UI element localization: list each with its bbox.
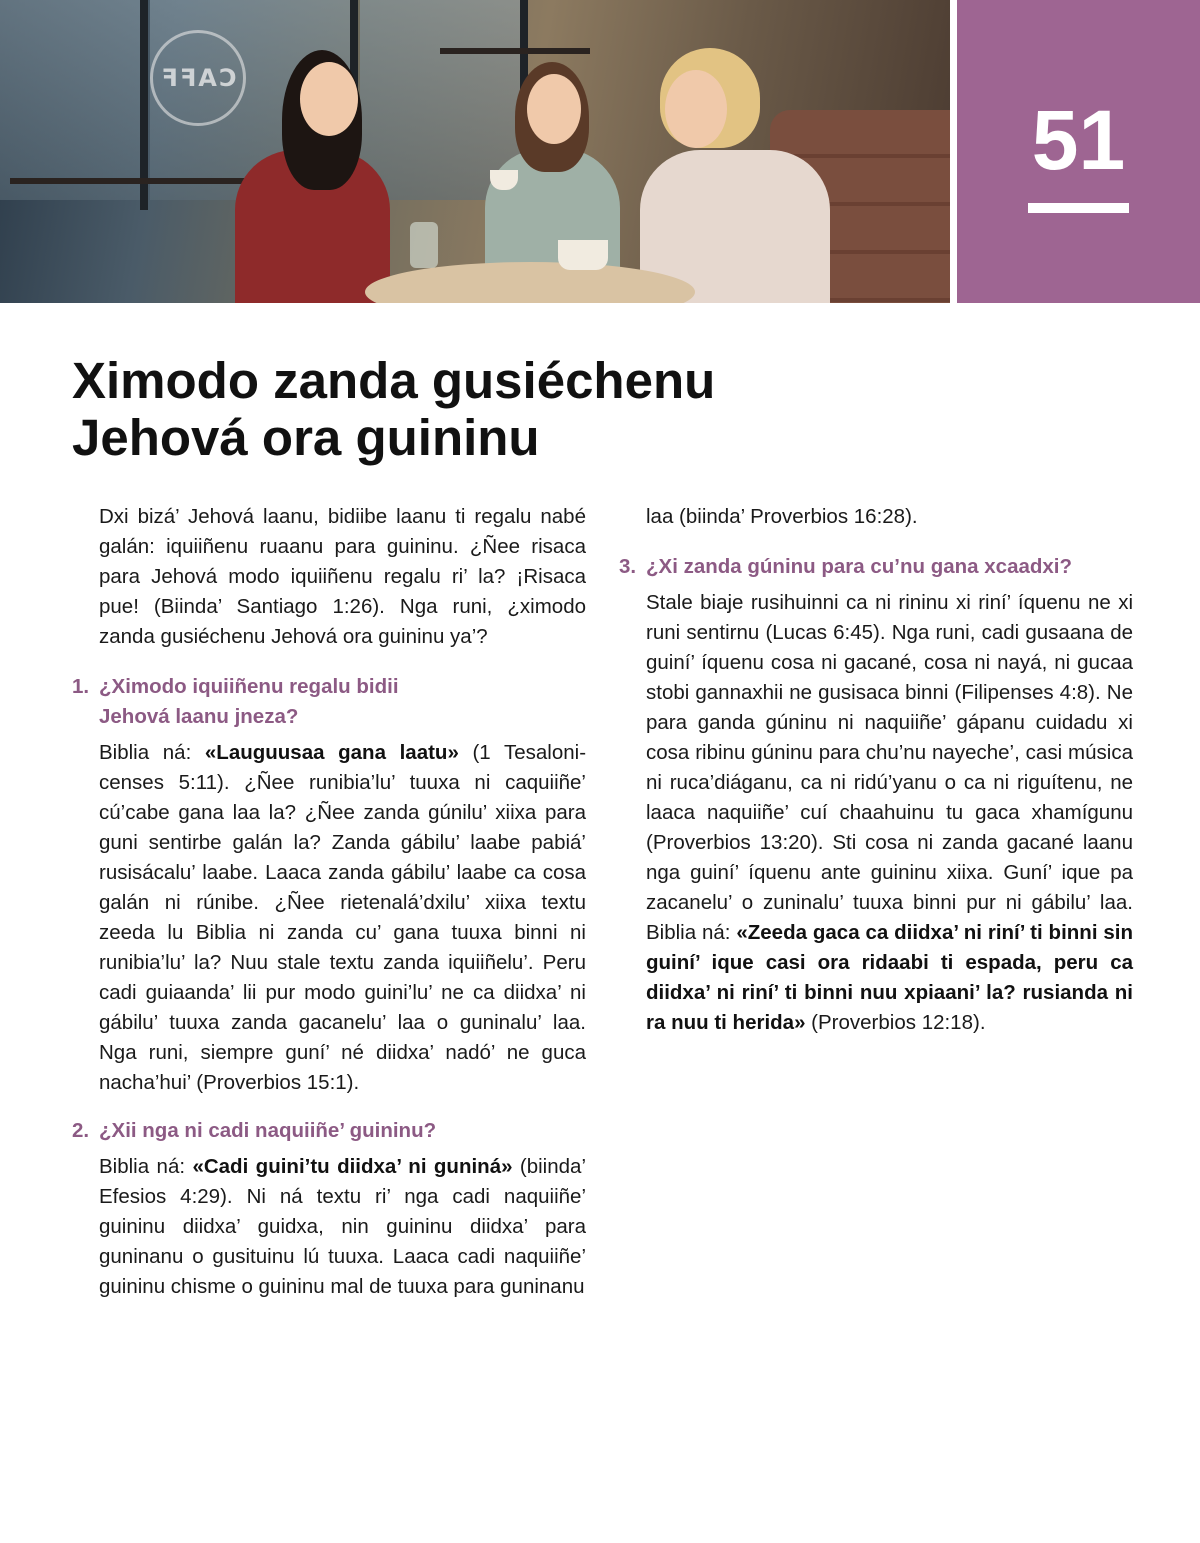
answer-2-rest: (biinda’ Efesios 4:29). Ni ná textu ri’ nga cadi naquiiñe’ guininu diidxa’ guidxa, nin guininu diidxa’ para guninanu o gusituinu lú tuuxa. Laaca cadi naquiiñe’ guininu chisme o guininu mal de tuuxa para guninanu	[99, 1155, 586, 1298]
answer-1-lead: Biblia ná:	[99, 741, 205, 764]
section-2	[72, 1116, 586, 1302]
answer-3-end: (Proverbios 12:18).	[805, 1011, 986, 1034]
question-2-number: 2.	[72, 1119, 90, 1142]
section-3	[619, 552, 1133, 1038]
question-3	[619, 552, 1133, 582]
page-title	[72, 352, 715, 466]
lesson-number-block	[957, 0, 1200, 303]
answer-1-quote: «Lauguusaa gana laatu»	[204, 741, 459, 764]
lesson-number-rule	[1028, 203, 1129, 213]
answer-3-quote: «Zeeda gaca ca diidxa’ ni riní’ ti binni sin guiní’ ique casi ora ridaabi ti espada, peru ca diidxa’ ni riní’ ti binni nuu xpiaani’ la? rusianda ni ra nuu ti herida»	[646, 921, 1133, 1034]
answer-3-start: Stale biaje rusihuinni ca ni rininu xi riní’ íquenu ne xi runi sentirnu (Lucas 6:45). Nga runi, cadi gusaana de guiní’ íquenu cosa ni gacané, cosa ni nayá, ni gucaa stobi gannaxhii ne gusisaca binni (Filipenses 4:8). Ne para ganda gúninu ni naquiiñe’ gápanu cuidadu xi cosa ribinu gúninu para chu’nu nayeche’, casi música ni ruca’diáganu, ca ni ridú’yanu o ca ni riguítenu, ne laaca naquiiñe’ cuí chaahuinu tu gaca xhamígunu (Proverbios 13:20). Sti cosa ni zanda gacané laanu nga guiní’ íquenu ante guininu xiixa. Guní’ ique pa zacanelu’ o zuninalu’ tuuxa binni pur ni gábilu’ laa. Biblia ná:	[646, 591, 1133, 944]
question-2-text: ¿Xii nga ni cadi naquiiñe’ guininu?	[99, 1119, 437, 1142]
question-1-line-1: ¿Ximodo iquiiñenu regalu bidii	[99, 675, 399, 698]
section-1	[72, 672, 587, 1098]
question-3-number: 3.	[619, 555, 637, 578]
question-2	[72, 1116, 586, 1146]
answer-2-continuation: laa (biinda’ Proverbios 16:28).	[646, 505, 918, 528]
answer-1-rest: (1 Tesalonicenses 5:11). ¿Ñee runibia’lu’ tuuxa ni caquiiñe’ cú’cabe gana laa la? ¿Ñee zanda gúnilu’ xiixa para guni sentirbe galán la? Zanda gábilu’ laabe pabiá’ rusisácalu’ laabe. Laaca zanda gábilu’ laabe ca cosa galán ni rúnibe. ¿Ñee rietenalá’dxilu’ xiixa textu zeeda lu Biblia ni zanda cu’ gana tuuxa binni ni runibia’lu’ la? Nuu stale textu zanda iquiiñelu’. Peru cadi guiaanda’ lii pur modo guini’lu’ ne ca diidxa’ ni gábilu’ tuuxa zanda gacanelu’ laa o guninalu’ laa. Nga runi, siempre guní’ né diidxa’ nadó’ ne guca nacha’hui’ (Proverbios 15:1).	[99, 741, 587, 1094]
question-1	[72, 672, 586, 732]
page-title-line-1: Ximodo zanda gusiéchenu	[72, 352, 716, 409]
answer-2-quote: «Cadi guini’tu diidxa’ ni guniná»	[192, 1155, 513, 1178]
left-column	[72, 502, 587, 1320]
question-1-line-2: Jehová laanu jneza?	[99, 705, 299, 728]
lesson-number: 51	[1031, 93, 1126, 187]
answer-2-paragraph	[99, 1152, 586, 1302]
intro-paragraph: Dxi bizá’ Jehová laanu, bidiibe laanu ti regalu nabé galán: iquiiñenu ruaanu para guininu. ¿Ñee risaca para Jehová modo iquiiñenu regalu ri’ la? ¡Risaca pue! (Biinda’ Santiago 1:26). Nga runi, ¿ximodo zanda gusiéchenu Jehová ora guininu ya’?	[99, 505, 586, 648]
page-title-line-2: Jehová ora guininu	[72, 409, 540, 466]
answer-3-paragraph	[646, 588, 1133, 1038]
answer-1-paragraph	[99, 738, 586, 1098]
answer-2-lead: Biblia ná:	[99, 1155, 193, 1178]
header-photo	[0, 0, 950, 303]
question-1-number: 1.	[72, 675, 90, 698]
question-3-text: ¿Xi zanda gúninu para cu’nu gana xcaadxi?	[646, 555, 1073, 578]
right-column	[619, 502, 1133, 1056]
cafe-sign: CAFF	[150, 30, 246, 126]
